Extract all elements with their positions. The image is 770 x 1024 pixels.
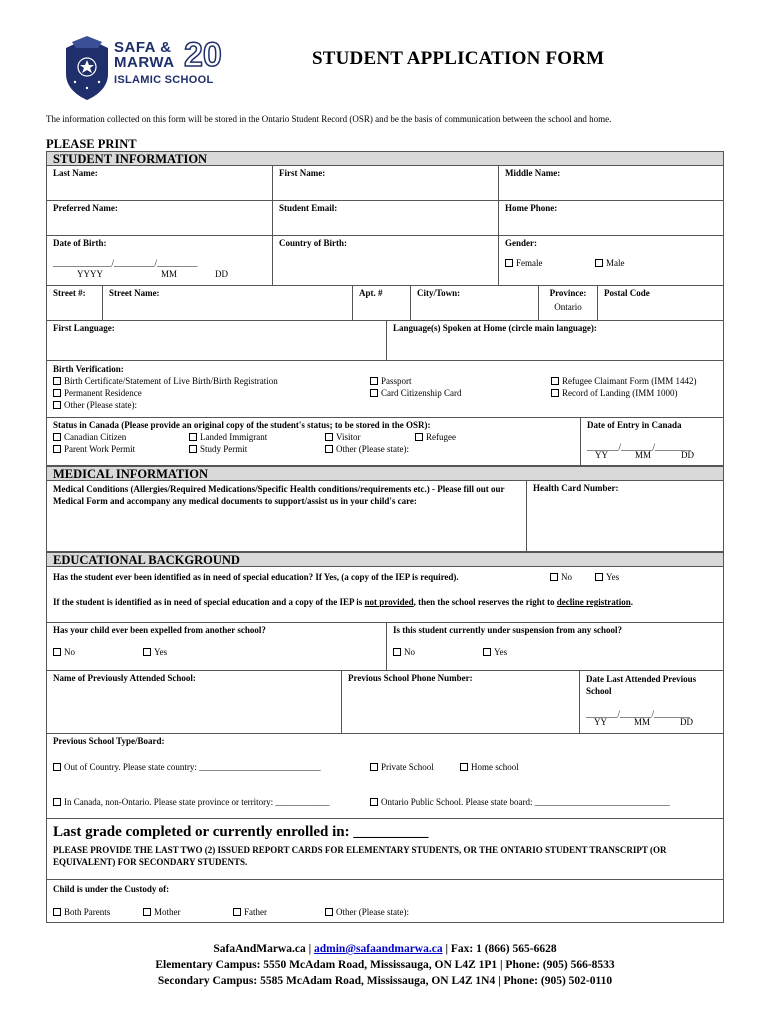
custody-label: Child is under the Custody of: (53, 884, 170, 894)
last-name-label: Last Name: (53, 168, 98, 178)
private-school-option[interactable] (370, 762, 434, 772)
last-name-field[interactable] (47, 166, 273, 200)
expelled-field (47, 623, 387, 670)
preferred-name-label: Preferred Name: (53, 203, 118, 213)
status-row (46, 418, 724, 466)
birth-cert-label: Birth Certificate/Statement of Live Birth/Birth Registration (64, 376, 278, 386)
checkbox-icon (53, 401, 61, 409)
checkbox-icon (370, 389, 378, 397)
footer-contact (0, 943, 770, 955)
name-row (46, 166, 724, 201)
gender-female-option[interactable] (505, 258, 543, 268)
middle-name-label: Middle Name: (505, 168, 561, 178)
last-mm: MM (634, 717, 651, 727)
suspension-yes-label: Yes (494, 647, 508, 657)
iep-note (53, 597, 633, 607)
entry-dd: DD (681, 450, 694, 460)
previous-school-field[interactable] (47, 671, 342, 733)
custody-both-option[interactable] (53, 907, 110, 917)
health-card-field[interactable] (527, 481, 723, 551)
checkbox-icon (53, 377, 61, 385)
custody-other-option[interactable] (325, 907, 409, 917)
expelled-no-option[interactable] (53, 647, 75, 657)
checkbox-icon (550, 573, 558, 581)
last-dd: DD (680, 717, 693, 727)
citizenship-card-option[interactable] (370, 388, 462, 398)
citizenship-card-label: Card Citizenship Card (381, 388, 462, 398)
previous-phone-field[interactable] (342, 671, 580, 733)
postal-code-field[interactable] (598, 286, 723, 320)
home-school-option[interactable] (460, 762, 519, 772)
checkbox-icon (233, 908, 241, 916)
footer-fax: | Fax: 1 (866) 565-6628 (442, 943, 557, 955)
last-yy: YY (594, 717, 607, 727)
gender-label: Gender: (505, 238, 537, 248)
checkbox-icon (595, 259, 603, 267)
first-language-label: First Language: (53, 323, 115, 333)
city-field[interactable] (411, 286, 539, 320)
checkbox-icon (143, 648, 151, 656)
record-landing-label: Record of Landing (IMM 1000) (562, 388, 678, 398)
study-permit-label: Study Permit (200, 444, 248, 454)
checkbox-icon (53, 433, 61, 441)
dob-label: Date of Birth: (53, 238, 107, 248)
checkbox-icon (370, 377, 378, 385)
checkbox-icon (53, 648, 61, 656)
last-attended-blank: _______/_______/________ (586, 709, 691, 719)
expelled-yes-option[interactable] (143, 647, 167, 657)
intro-text: The information collected on this form will be stored in the Ontario Student Record (OSR) and be the basis of communication between the school and home. (46, 114, 612, 124)
canadian-citizen-label: Canadian Citizen (64, 432, 127, 442)
work-permit-option[interactable] (53, 444, 135, 454)
refugee-claimant-label: Refugee Claimant Form (IMM 1442) (562, 376, 697, 386)
last-grade-field[interactable] (47, 819, 723, 879)
status-in-canada (47, 418, 581, 465)
dob-yyyy: YYYY (77, 269, 103, 279)
entry-yy: YY (595, 450, 608, 460)
address-row (46, 286, 724, 321)
please-print: PLEASE PRINT (46, 137, 137, 151)
suspension-field (387, 623, 723, 670)
checkbox-icon (325, 908, 333, 916)
checkbox-icon (370, 763, 378, 771)
previous-school-row (46, 671, 724, 734)
last-attended-label: Date Last Attended Previous School (586, 674, 697, 696)
logo-school: ISLAMIC SCHOOL (114, 74, 214, 86)
street-number-field[interactable] (47, 286, 103, 320)
gender-female-label: Female (516, 258, 543, 268)
footer-elementary: Elementary Campus: 5550 McAdam Road, Mississauga, ON L4Z 1P1 | Phone: (905) 566-8533 (155, 959, 615, 971)
custody-father-option[interactable] (233, 907, 267, 917)
checkbox-icon (53, 445, 61, 453)
street-name-field[interactable] (103, 286, 353, 320)
form-title: STUDENT APPLICATION FORM (312, 48, 605, 69)
suspension-no-option[interactable] (393, 647, 415, 657)
suspension-no-label: No (404, 647, 415, 657)
custody-row (46, 880, 724, 923)
city-label: City/Town: (417, 288, 461, 298)
iep-note-c: , then the school reserves the right to (413, 597, 557, 607)
first-name-field[interactable] (273, 166, 499, 200)
special-education-row (46, 567, 724, 623)
expelled-no-label: No (64, 647, 75, 657)
preferred-name-field[interactable] (47, 201, 273, 235)
medical-info-header: MEDICAL INFORMATION (46, 466, 724, 481)
home-phone-field[interactable] (499, 201, 723, 235)
footer-email-link[interactable]: admin@safaandmarwa.ca (314, 943, 443, 955)
checkbox-icon (551, 377, 559, 385)
checkbox-icon (393, 648, 401, 656)
in-canada-label: In Canada, non-Ontario. Please state province or territory: ____________ (64, 797, 330, 807)
shield-crest-icon (62, 34, 112, 102)
province-value: Ontario (554, 302, 582, 312)
refugee-option[interactable] (415, 432, 456, 442)
landed-immigrant-label: Landed Immigrant (200, 432, 268, 442)
custody-other-label: Other (Please state): (336, 907, 409, 917)
footer-site[interactable]: SafaAndMarwa.ca | (213, 943, 314, 955)
gender-field (499, 236, 723, 285)
student-email-label: Student Email: (279, 203, 338, 213)
study-permit-option[interactable] (189, 444, 247, 454)
permanent-residence-option[interactable] (53, 388, 142, 398)
checkbox-icon (189, 445, 197, 453)
first-name-label: First Name: (279, 168, 326, 178)
previous-school-label: Name of Previously Attended School: (53, 673, 196, 683)
logo-line-1: SAFA & (114, 39, 172, 56)
country-of-birth-label: Country of Birth: (279, 238, 347, 248)
checkbox-icon (505, 259, 513, 267)
expelled-yes-label: Yes (154, 647, 168, 657)
suspension-yes-option[interactable] (483, 647, 507, 657)
date-of-entry-blank: _______/_______/________ (587, 442, 692, 452)
home-school-label: Home school (471, 762, 519, 772)
birth-row (46, 236, 724, 286)
province-label: Province: (549, 288, 587, 298)
expelled-question: Has your child ever been expelled from another school? (53, 625, 266, 635)
previous-phone-label: Previous School Phone Number: (348, 673, 473, 683)
work-permit-label: Parent Work Permit (64, 444, 136, 454)
checkbox-icon (483, 648, 491, 656)
private-school-label: Private School (381, 762, 434, 772)
ontario-public-option[interactable] (370, 797, 670, 807)
province-field (539, 286, 598, 320)
birth-other-label: Other (Please state): (64, 400, 137, 410)
application-form (46, 151, 724, 923)
language-row (46, 321, 724, 361)
special-ed-yes-label: Yes (606, 572, 620, 582)
visitor-option[interactable] (325, 432, 360, 442)
birth-cert-option[interactable] (53, 376, 278, 386)
iep-note-b: not provided (364, 597, 414, 607)
passport-option[interactable] (370, 376, 412, 386)
checkbox-icon (189, 433, 197, 441)
medical-row (46, 481, 724, 552)
apt-field[interactable] (353, 286, 411, 320)
status-other-option[interactable] (325, 444, 409, 454)
custody-mother-option[interactable] (143, 907, 181, 917)
status-title: Status in Canada (Please provide an original copy of the student's status; to be stored in the OSR): (53, 420, 431, 430)
dob-mm: MM (161, 269, 178, 279)
checkbox-icon (551, 389, 559, 397)
ontario-public-label: Ontario Public School. Please state board: ______________________________ (381, 797, 670, 807)
education-header: EDUCATIONAL BACKGROUND (46, 552, 724, 567)
home-phone-label: Home Phone: (505, 203, 558, 213)
checkbox-icon (53, 763, 61, 771)
languages-home-field[interactable] (387, 321, 723, 360)
out-of-country-label: Out of Country. Please state country: ___________________________ (64, 762, 321, 772)
school-type-board (47, 734, 723, 818)
record-landing-option[interactable] (551, 388, 677, 398)
iep-note-a: If the student is identified as in need of special education and a copy of the IEP is (53, 597, 365, 607)
logo-line-2: MARWA (114, 54, 175, 71)
student-email-field[interactable] (273, 201, 499, 235)
suspension-question: Is this student currently under suspension from any school? (393, 625, 623, 635)
special-ed-no-label: No (561, 572, 572, 582)
street-name-label: Street Name: (109, 288, 160, 298)
canadian-citizen-option[interactable] (53, 432, 126, 442)
refugee-label: Refugee (426, 432, 456, 442)
expelled-suspension-row (46, 623, 724, 671)
school-type-label: Previous School Type/Board: (53, 736, 165, 746)
school-type-row (46, 734, 724, 819)
iep-note-d: decline registration (556, 597, 631, 607)
medical-conditions-field[interactable] (47, 481, 527, 551)
checkbox-icon (370, 798, 378, 806)
custody-mother-label: Mother (154, 907, 181, 917)
checkbox-icon (143, 908, 151, 916)
custody-father-label: Father (244, 907, 267, 917)
birth-verification-title: Birth Verification: (53, 364, 124, 374)
checkbox-icon (325, 445, 333, 453)
last-attended-field[interactable] (580, 671, 723, 733)
birth-other-option[interactable] (53, 400, 137, 410)
contact-row (46, 201, 724, 236)
last-grade-label: Last grade completed or currently enrolled in: __________ (53, 824, 429, 840)
country-of-birth-field[interactable] (273, 236, 499, 285)
footer-secondary: Secondary Campus: 5585 McAdam Road, Mississauga, ON L4Z 1N4 | Phone: (905) 502-0110 (157, 975, 613, 987)
status-other-label: Other (Please state): (336, 444, 409, 454)
special-ed-no-option[interactable] (550, 572, 572, 582)
languages-home-label: Language(s) Spoken at Home (circle main language): (393, 323, 597, 333)
entry-mm: MM (635, 450, 652, 460)
medical-conditions-label: Medical Conditions (Allergies/Required Medications/Specific Health conditions/requirements etc.) - Please fill out our Medical Form and accompany any medical documents to support/assist us in your child's care: (53, 484, 505, 506)
dob-field[interactable] (47, 236, 273, 285)
visitor-label: Visitor (336, 432, 361, 442)
checkbox-icon (53, 908, 61, 916)
student-info-header: STUDENT INFORMATION (46, 151, 724, 166)
landed-immigrant-option[interactable] (189, 432, 267, 442)
refugee-claimant-option[interactable] (551, 376, 696, 386)
dob-blank: _____________/_________/_________ (53, 258, 198, 268)
middle-name-field[interactable] (499, 166, 723, 200)
postal-code-label: Postal Code (604, 288, 650, 298)
report-cards-note: PLEASE PROVIDE THE LAST TWO (2) ISSUED REPORT CARDS FOR ELEMENTARY STUDENTS, OR THE ONTARIO STUDENT TRANSCRIPT (OR EQUIVALENT) FOR SECONDARY STUDENTS. (53, 845, 667, 867)
checkbox-icon (325, 433, 333, 441)
gender-male-label: Male (606, 258, 625, 268)
checkbox-icon (415, 433, 423, 441)
passport-label: Passport (381, 376, 412, 386)
checkbox-icon (595, 573, 603, 581)
custody-field (47, 880, 723, 922)
custody-both-label: Both Parents (64, 907, 111, 917)
checkbox-icon (460, 763, 468, 771)
health-card-label: Health Card Number: (533, 483, 619, 493)
street-number-label: Street #: (53, 288, 86, 298)
date-of-entry-field[interactable] (581, 418, 723, 465)
iep-note-e: . (630, 597, 634, 607)
in-canada-option[interactable] (53, 797, 329, 807)
school-logo (62, 34, 222, 104)
first-language-field[interactable] (47, 321, 387, 360)
date-of-entry-label: Date of Entry in Canada (587, 420, 682, 430)
dob-dd: DD (215, 269, 228, 279)
gender-male-option[interactable] (595, 258, 625, 268)
birth-verification-row (46, 361, 724, 418)
special-ed-yes-option[interactable] (595, 572, 619, 582)
logo-20-anniversary: 20 (184, 36, 222, 74)
checkbox-icon (53, 389, 61, 397)
special-education (47, 567, 723, 622)
special-education-question: Has the student ever been identified as in need of special education? If Yes, (a copy of the IEP is required). (53, 572, 459, 582)
apt-label: Apt. # (359, 288, 383, 298)
last-grade-row (46, 819, 724, 880)
permanent-residence-label: Permanent Residence (64, 388, 142, 398)
checkbox-icon (53, 798, 61, 806)
birth-verification (47, 361, 723, 417)
out-of-country-option[interactable] (53, 762, 321, 772)
